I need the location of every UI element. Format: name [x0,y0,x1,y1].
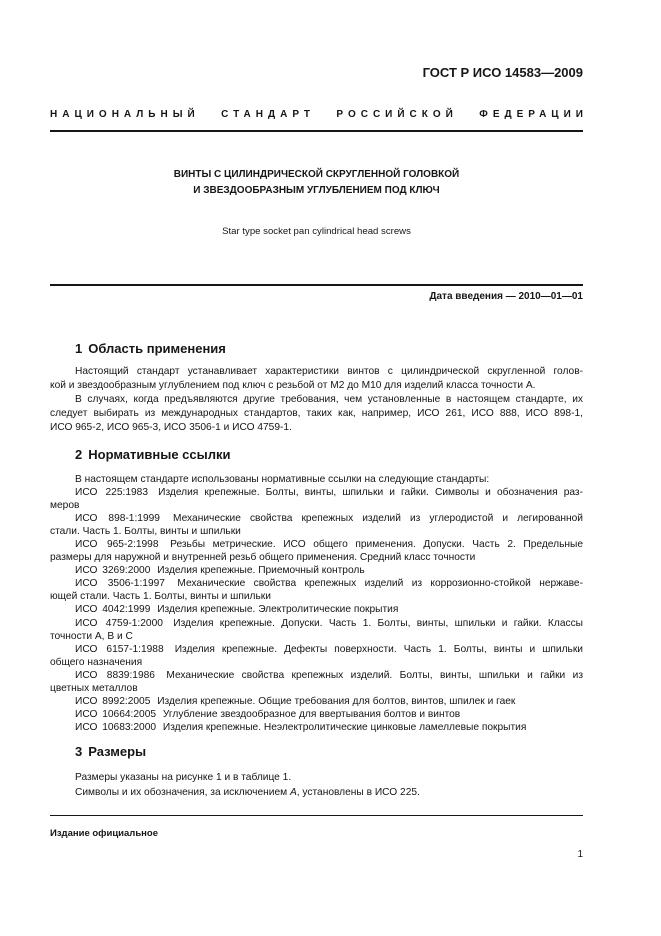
paragraph-line: следует выбирать из международных стандартов, таких как, например, ИСО 261, ИСО 888, ИСО 898-1, [50,408,583,419]
national-standard-banner [50,109,588,121]
paragraph-line: ИСО 965-2, ИСО 965-3, ИСО 3506-1 и ИСО 4759-1. [50,422,292,433]
reference-designation: ИСО 8992:2005 [75,696,151,708]
page-number: 1 [577,849,583,860]
section-title: Нормативные ссылки [88,447,231,462]
reference-title: Резьбы метрические. ИСО общего применения. Допуски. Часть 2. Предельные [170,538,583,550]
reference-title: Изделия крепежные. Дефекты поверхности. Часть 1. Болты, винты и шпильки [174,643,583,655]
reference-designation: ИСО 6157-1:1988 [75,643,164,655]
reference-title: Изделия крепежные. Допуски. Часть 1. Болты, винты, шпильки и гайки. Классы [173,617,583,629]
reference-line [50,617,583,630]
document-title [50,167,583,199]
dimension-symbol: A [289,786,297,798]
reference-designation: ИСО 10683:2000 [75,722,157,734]
reference-line [50,486,583,499]
paragraph-line [50,785,583,800]
reference-designation: ИСО 8839:1986 [75,669,155,681]
section-number: 3 [75,744,83,759]
reference-line [50,564,583,577]
reference-line [50,643,583,656]
reference-line-continuation: общего назначения [50,656,143,668]
header-rule [50,130,583,132]
reference-designation: ИСО 4042:1999 [75,604,151,616]
standard-designation: ГОСТ Р ИСО 14583—2009 [422,65,583,80]
reference-title: Изделия крепежные. Электролитические покрытия [157,604,399,616]
title-line: И ЗВЕЗДООБРАЗНЫМ УГЛУБЛЕНИЕМ ПОД КЛЮЧ [193,185,440,196]
paragraph-line: кой и звездообразным углублением под ключ с резьбой от М2 до М10 для изделий класса точности А. [50,380,536,391]
reference-designation: ИСО 225:1983 [75,486,148,498]
reference-title: Углубление звездообразное для ввертывания болтов и винтов [162,709,461,721]
section-number: 1 [75,341,83,356]
reference-title: Изделия крепежные. Неэлектролитические цинковые ламеллевые покрытия [162,722,527,734]
reference-line-continuation: меров [50,499,80,511]
reference-title: Изделия крепежные. Приемочный контроль [157,565,365,577]
reference-line [50,577,583,590]
paragraph-line: В настоящем стандарте использованы нормативные ссылки на следующие стандарты: [75,473,490,485]
reference-designation: ИСО 965-2:1998 [75,538,159,550]
title-rule [50,284,583,286]
banner-word: ФЕДЕРАЦИИ [479,109,588,120]
paragraph-text: Символы и их обозначения, за исключением [75,786,290,798]
paragraph-text: , установлены в ИСО 225. [296,786,420,798]
reference-line-continuation: точности А, В и С [50,630,133,642]
reference-designation: ИСО 3269:2000 [75,565,151,577]
title-line: ВИНТЫ С ЦИЛИНДРИЧЕСКОЙ СКРУГЛЕННОЙ ГОЛОВКОЙ [173,169,460,180]
banner-word: СТАНДАРТ [221,109,315,120]
section-title: Размеры [88,744,147,759]
reference-title: Механические свойства крепежных изделий из коррозионно-стойкой нержаве- [177,578,583,590]
reference-designation: ИСО 3506-1:1997 [75,578,165,590]
reference-title: Изделия крепежные. Общие требования для болтов, винтов, шпилек и гаек [157,696,516,708]
section-body [50,473,583,735]
official-edition-label: Издание официальное [50,828,158,839]
section-number: 2 [75,447,83,462]
reference-designation: ИСО 10664:2005 [75,709,157,721]
section-title: Область применения [88,341,226,356]
reference-title: Механические свойства крепежных изделий. Болты, винты, шпильки и гайки из [166,669,583,681]
reference-line-continuation: ющей стали. Часть 1. Болты, винты и шпильки [50,591,271,603]
reference-line [50,708,583,721]
reference-designation: ИСО 4759-1:2000 [75,617,163,629]
footer-rule [50,815,583,816]
paragraph-line: Размеры указаны на рисунке 1 и в таблице 1. [75,771,292,783]
reference-title: Изделия крепежные. Болты, винты, шпильки и гайки. Символы и обозначения раз- [158,486,583,498]
reference-line [50,512,583,525]
reference-line [50,695,583,708]
section-heading [50,341,583,357]
banner-word: РОССИЙСКОЙ [336,109,458,120]
paragraph-line: В случаях, когда предъявляются другие требования, чем установленные в настоящем стандарте, их [75,394,583,405]
reference-line-continuation: цветных металлов [50,683,138,694]
effective-date: Дата введения — 2010—01—01 [429,291,583,302]
reference-designation: ИСО 898-1:1999 [75,512,160,524]
reference-line [50,721,583,734]
section-heading [50,744,583,760]
reference-line [50,538,583,551]
section-body [50,365,583,435]
section-heading [50,447,583,463]
reference-line [50,603,583,616]
section-body [50,770,583,800]
reference-line-continuation: стали. Часть 1. Болты, винты и шпильки [50,525,241,537]
reference-line-continuation: размеры для наружной и внутренней резьб общего применения. Средний класс точности [50,552,476,564]
reference-title: Механические свойства крепежных изделий из углеродистой и легированной [173,512,583,524]
banner-word: НАЦИОНАЛЬНЫЙ [50,109,200,120]
reference-line [50,669,583,682]
paragraph-line: Настоящий стандарт устанавливает характеристики винтов с цилиндрической скругленной голов- [75,366,583,377]
english-title: Star type socket pan cylindrical head screws [222,226,411,237]
